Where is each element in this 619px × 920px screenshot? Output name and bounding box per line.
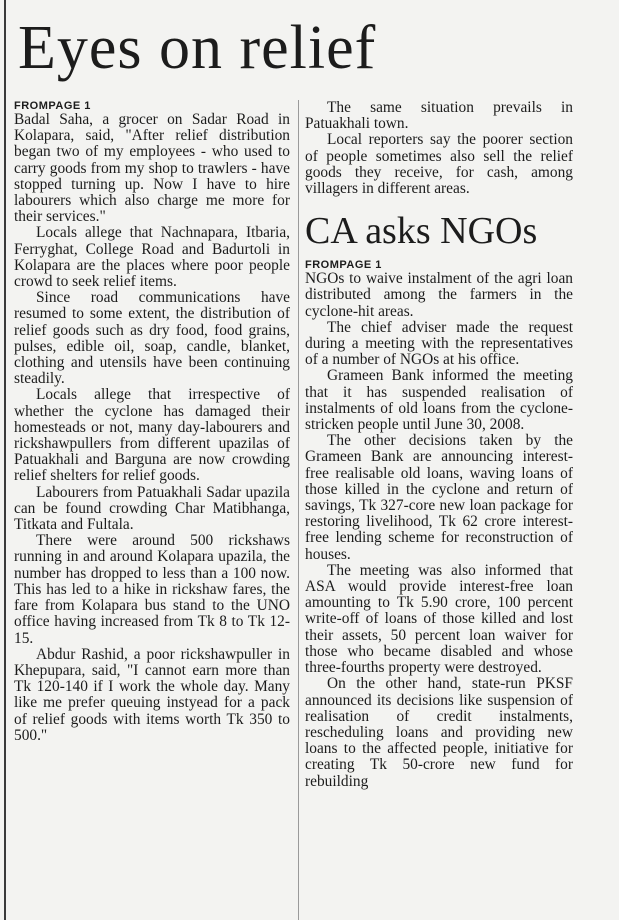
story2-paragraph: The chief adviser made the request during a meeting with the representatives of a number of NGOs at his office. [305, 318, 573, 369]
story1-continued-paragraph: The same situation prevails in Patuakhali town. [305, 99, 573, 133]
story2-headline: CA asks NGOs [305, 210, 538, 253]
story1-paragraph: Labourers from Patuakhali Sadar upazila can be found crowding Char Matibhanga, Titkata and Fultala. [14, 483, 290, 534]
story1-paragraph: Locals allege that Nachnapara, Itbaria, Ferryghat, College Road and Badurtoli in Kolapara are the places where poor people crowd to seek relief items. [14, 224, 290, 291]
story2-paragraph: Grameen Bank informed the meeting that it has suspended realisation of instalments of old loans from the cyclone-stricken people until June 30, 2008. [305, 367, 573, 434]
story1-paragraph: There were around 500 rickshaws running in and around Kolapara upazila, the number has dropped to less than a 100 now. This has led to a hike in rickshaw fares, the fare from Kolapara bus stand to the UNO office having increased from Tk 8 to Tk 12-15. [14, 532, 290, 647]
story2-paragraph: The meeting was also informed that ASA would provide interest-free loan amounting to Tk 5.90 crore, 100 percent write-off of loans of those killed and lost their assets, 50 percent loan waiver for those who became disabled and whose three-fourths property were destroyed. [305, 561, 573, 677]
story1-column [14, 100, 290, 744]
left-border-rule [4, 0, 6, 920]
story1-paragraph: Badal Saha, a grocer on Sadar Road in Kolapara, said, "After relief distribution began two of my employees - who used to carry goods from my shop to trawlers - have stopped turning up. Now I have to hire labourers which also charge me more for their services." [14, 111, 290, 226]
story2-paragraph: NGOs to waive instalment of the agri loan distributed among the farmers in the cyclone-hit areas. [305, 270, 573, 320]
story1-from-label: FROMPAGE 1 [14, 100, 91, 112]
story1-paragraph: Since road communications have resumed to some extent, the distribution of relief goods such as dry food, food grains, pulses, edible oil, soap, candle, blanket, clothing and utensils have been continuing steadily. [14, 289, 290, 388]
story1-paragraph: Abdur Rashid, a poor rickshawpuller in Khepupara, said, "I cannot earn more than Tk 120-140 if I work the whole day. Many like me prefer queuing instyead for a pack of relief goods with items worth Tk 350 to 500." [14, 645, 290, 744]
story1-headline: Eyes on relief [18, 14, 377, 82]
story2-paragraph: The other decisions taken by the Grameen Bank are announcing interest-free realisable old loans, waving loans of those killed in the cyclone and return of savings, Tk 327-core new loan package for restoring livelihood, Tk 62 crore interest-free lending scheme for reconstruction of houses. [305, 432, 573, 563]
column-divider [298, 100, 299, 920]
right-column [305, 100, 573, 790]
story1-paragraph: Locals allege that irrespective of whether the cyclone has damaged their homesteads or not, many day-labourers and rickshawpullers from different upazilas of Patuakhali and Barguna are now crowding relief shelters for relief goods. [14, 386, 290, 485]
story1-continued-paragraph: Local reporters say the poorer section of people sometimes also sell the relief goods they receive, for cash, among villagers in different areas. [305, 131, 573, 198]
story2-paragraph: On the other hand, state-run PKSF announced its decisions like suspension of realisation of credit instalments, rescheduling loans and providing new loans to the affected people, initiative for creating Tk 50-crore new fund for rebuilding [305, 675, 573, 790]
story2-from-label: FROMPAGE 1 [305, 259, 382, 272]
